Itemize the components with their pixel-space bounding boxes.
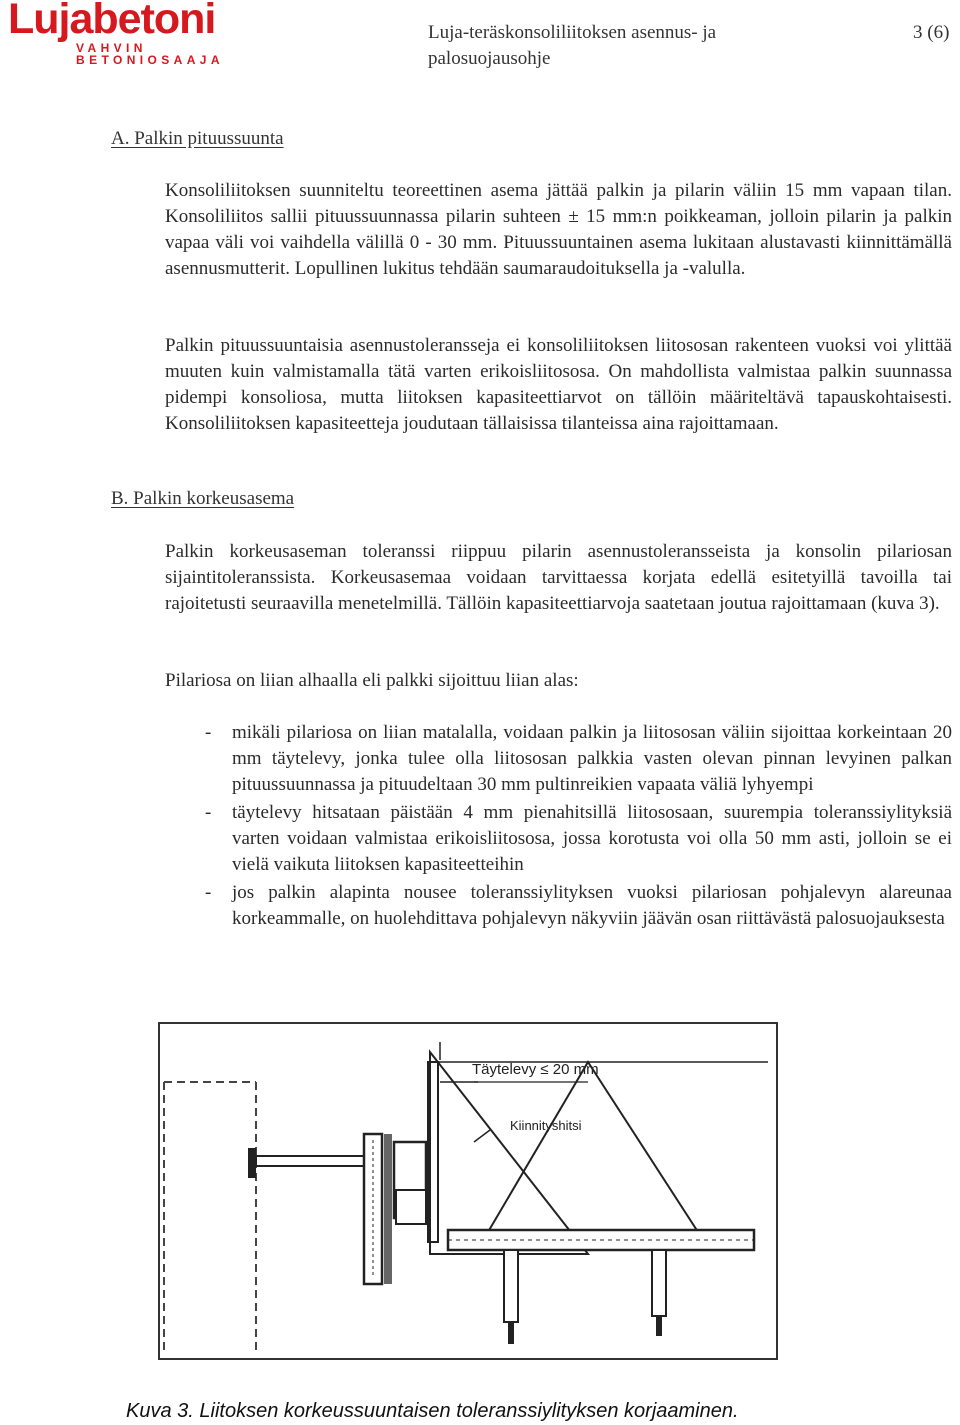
list-marker: - <box>205 802 212 823</box>
section-a-heading: A. Palkin pituussuunta <box>111 128 284 149</box>
list-marker: - <box>205 882 212 903</box>
list-item-text: täytelevy hitsataan päistään 4 mm pienahitsillä liitososaan, suurempia toleranssiylityksiä varten voidaan valmistaa erikoisliitososa, jossa korotusta voi olla 50 mm asti, jolloin se ei vielä vaikuta liitoksen kapasiteetteihin <box>232 802 952 875</box>
section-a-paragraph-2: Palkin pituussuuntaisia asennustoleransseja ei konsoliliitoksen liitososan rakenteen vuoksi voi ylittää muuten kuin valmistamalla tätä varten erikoisliitososa. On mahdollista valmistaa palkin suunnassa pidempi konsoliosa, mutta liitoksen kapasiteettiarvot on tällöin määriteltävä tapauskohtaisesti. Konsoliliitoksen kapasiteetteja joudutaan tällaisissa tilanteissa aina rajoittamaan. <box>165 335 952 434</box>
figure-caption: Kuva 3. Liitoksen korkeussuuntaisen toleranssiylityksen korjaaminen. <box>126 1400 739 1422</box>
section-b-paragraph-2: Pilariosa on liian alhaalla eli palkki sijoittuu liian alas: <box>165 670 579 691</box>
page-number: 3 (6) <box>913 22 950 43</box>
bracket-lug <box>396 1190 426 1224</box>
list-marker: - <box>205 722 212 743</box>
filler-plate <box>384 1134 392 1284</box>
logo-wordmark: Lujabetoni <box>8 0 216 43</box>
list-item-text: jos palkin alapinta nousee toleranssiylityksen vuoksi pilariosan pohjalevyn alareunaa korkeammalle, on huolehdittava pohjalevyn näkyviin jäävän osan riittävästä palosuojauksesta <box>232 882 952 929</box>
bolt-right-tip <box>656 1316 662 1336</box>
anchor-rod <box>256 1156 364 1166</box>
section-b-heading: B. Palkin korkeusasema <box>111 488 295 509</box>
anchor-end <box>248 1148 256 1178</box>
list-item-text: mikäli pilariosa on liian matalalla, voidaan palkin ja liitososan väliin sijoittaa korkeintaan 20 mm täytelevy, jonka tulee olla liitososan palkkia vasten olevan pinnan levyinen palkan pituussuunnassa ja pituudeltaan 30 mm pultinreikien vapaata väliä lyhyempi <box>232 722 952 795</box>
section-a-paragraph-1: Konsoliliitoksen suunniteltu teoreettinen asema jättää palkin ja pilarin väliin 15 mm vapaan tilan. Konsoliliitos sallii pituussuunnassa pilarin suhteen ± 15 mm:n poikkeaman, jolloin pilarin ja palkin vapaa väli voi vaihdella välillä 0 - 30 mm. Pituussuuntainen asema lukitaan alustavasti kiinnittämällä asennusmutterit. Lopullinen lukitus tehdään saumaraudoituksella ja -valulla. <box>165 180 952 279</box>
filler-plate-label: Täytelevy ≤ 20 mm <box>472 1061 599 1078</box>
list-item <box>165 880 952 932</box>
logo-tagline: VAHVIN BETONIOSAAJA <box>76 41 224 67</box>
connection-drawing <box>158 1022 778 1360</box>
list-item <box>165 720 952 798</box>
correction-method-list <box>165 720 952 934</box>
bolt-right <box>652 1250 666 1316</box>
bolt-left-tip <box>508 1322 514 1344</box>
drawing-frame <box>159 1023 777 1359</box>
section-b-paragraph-1: Palkin korkeusaseman toleranssi riippuu pilarin asennustoleransseista ja konsolin pilariosan sijaintitoleranssista. Korkeusasemaa voidaan tarvittaessa korjata edellä esitetyillä tavoilla tai rajoitetusti seuraavilla menetelmillä. Tällöin kapasiteettiarvoja saatetaan joutua rajoittamaan (kuva 3). <box>165 541 952 614</box>
bolt-left <box>504 1250 518 1322</box>
list-item <box>165 800 952 878</box>
document-title: Luja-teräskonsoliliitoksen asennus- ja palosuojausohje <box>428 22 717 69</box>
weld-label: Kiinnityshitsi <box>510 1118 582 1133</box>
company-logo <box>8 0 278 67</box>
